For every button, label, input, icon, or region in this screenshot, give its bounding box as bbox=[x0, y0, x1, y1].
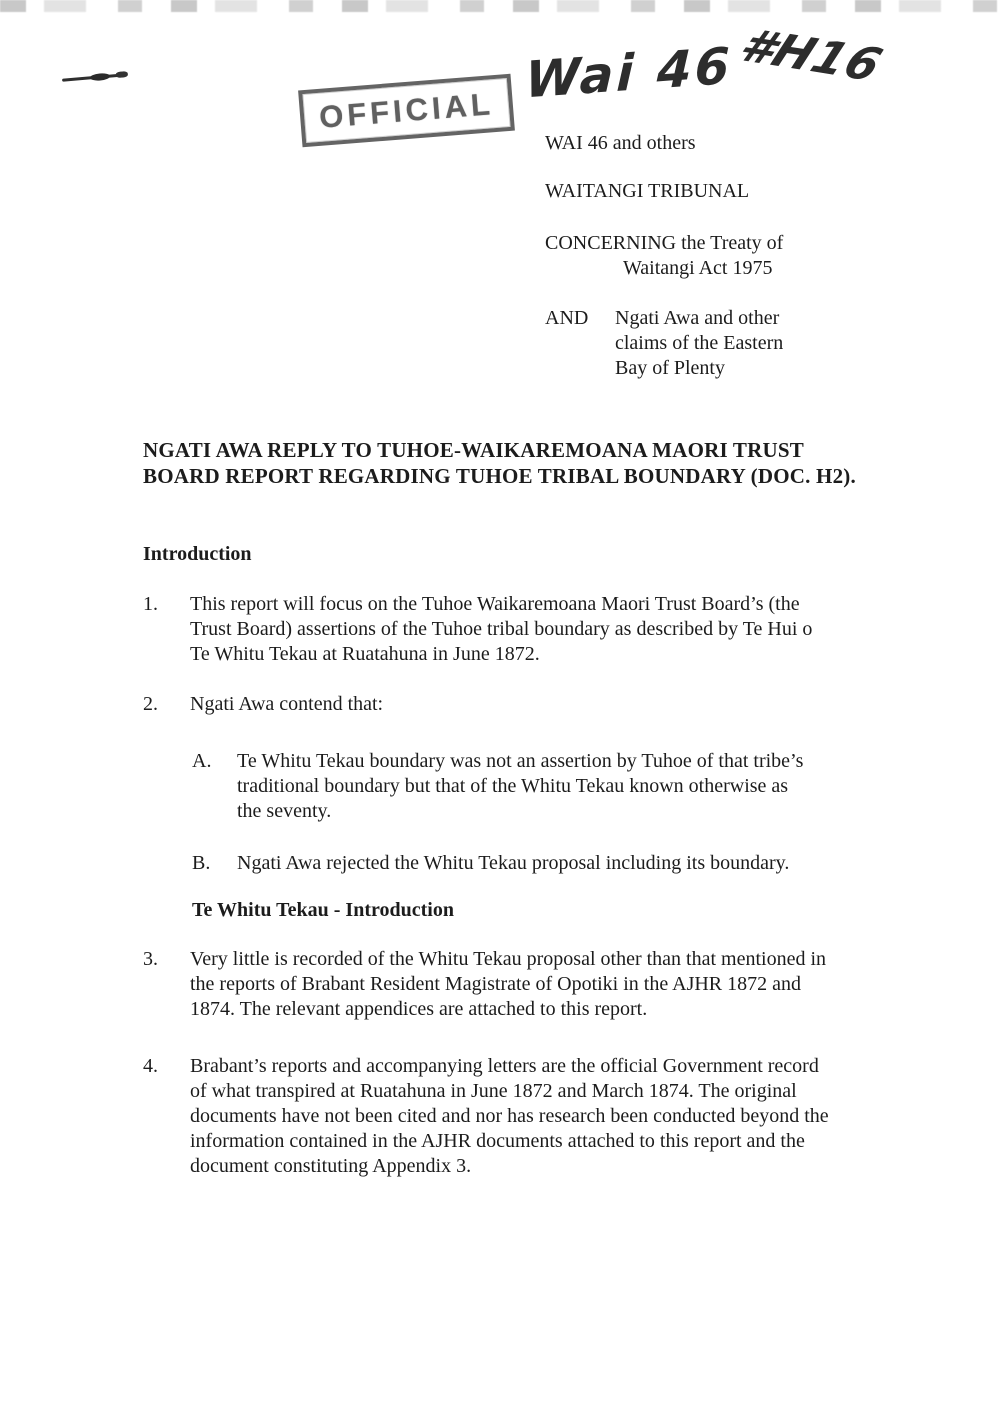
paragraph-number: 2. bbox=[143, 693, 158, 715]
subitem-letter: A. bbox=[192, 750, 212, 772]
paragraph-2 bbox=[143, 692, 861, 717]
paragraph-text: This report will focus on the Tuhoe Waikaremoana Maori Trust Board’s (the Trust Board) assertions of the Tuhoe tribal boundary as described by Te Hui o Te Whitu Tekau at Ruatahuna in June 1872. bbox=[190, 593, 813, 665]
and-label: AND bbox=[545, 307, 589, 329]
document-title: NGATI AWA REPLY TO TUHOE-WAIKAREMOANA MAORI TRUST BOARD REPORT REGARDING TUHOE TRIBAL BOUNDARY (DOC. H2). bbox=[143, 438, 856, 488]
paragraph-1 bbox=[143, 592, 861, 667]
concerning-clause bbox=[545, 231, 845, 281]
tribunal-name: WAITANGI TRIBUNAL bbox=[545, 180, 750, 202]
introduction-heading: Introduction bbox=[143, 543, 252, 565]
concerning-line-2: Waitangi Act 1975 bbox=[623, 257, 773, 279]
subitem-text: Ngati Awa rejected the Whitu Tekau proposal including its boundary. bbox=[237, 852, 790, 874]
document-body bbox=[143, 437, 861, 1179]
subitem-text: Te Whitu Tekau boundary was not an assertion by Tuhoe of that tribe’s traditional boundary but that of the Whitu Tekau known otherwise as the seventy. bbox=[237, 750, 804, 822]
official-stamp: OFFICIAL bbox=[298, 74, 515, 148]
paragraph-text: Very little is recorded of the Whitu Tekau proposal other than that mentioned in the reports of Brabant Resident Magistrate of Opotiki in the AJHR 1872 and 1874. The relevant appendices are attached to this report. bbox=[190, 948, 827, 1020]
te-whitu-tekau-heading: Te Whitu Tekau - Introduction bbox=[192, 899, 454, 921]
case-reference-line: WAI 46 and others bbox=[545, 132, 696, 154]
subitem-b bbox=[192, 851, 861, 876]
paragraph-text: Ngati Awa contend that: bbox=[190, 693, 384, 715]
and-line-1: Ngati Awa and other bbox=[615, 307, 780, 329]
and-line-2: claims of the Eastern bbox=[615, 332, 784, 354]
handwritten-exhibit-number: #H16 bbox=[731, 18, 891, 92]
paragraph-number: 3. bbox=[143, 948, 158, 970]
paragraph-number: 4. bbox=[143, 1055, 158, 1077]
paragraph-3 bbox=[143, 947, 861, 1022]
concerning-line-1: CONCERNING the Treaty of bbox=[545, 232, 784, 254]
and-clause bbox=[545, 306, 783, 381]
handwritten-wai-number: Wai 46 bbox=[524, 36, 734, 110]
scanner-artifact-band bbox=[0, 0, 1000, 12]
subitem-a bbox=[192, 749, 861, 824]
paragraph-text: Brabant’s reports and accompanying letters are the official Government record of what transpired at Ruatahuna in June 1872 and March 1874. The original documents have not been cited and nor has research been conducted beyond the information contained in the AJHR documents attached to this report and the document constituting Appendix 3. bbox=[190, 1055, 829, 1177]
and-claimant-text bbox=[615, 306, 783, 381]
and-line-3: Bay of Plenty bbox=[615, 357, 725, 379]
paragraph-number: 1. bbox=[143, 593, 158, 615]
subitem-letter: B. bbox=[192, 852, 211, 874]
pen-smudge-mark bbox=[62, 73, 126, 82]
paragraph-4 bbox=[143, 1054, 861, 1179]
